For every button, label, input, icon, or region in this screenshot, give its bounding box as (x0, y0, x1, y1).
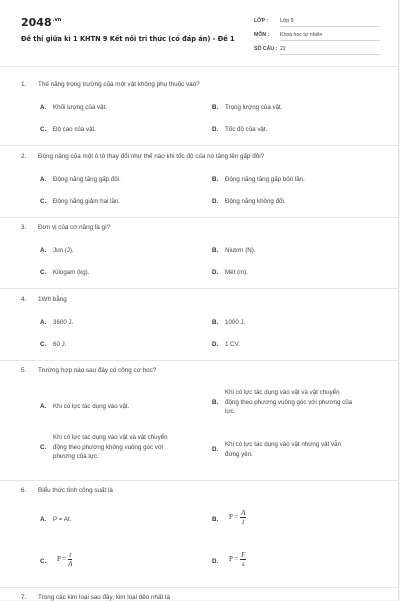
meta-question-count: SỐ CÂU : 22 (254, 46, 380, 55)
question-divider (0, 587, 398, 588)
question-divider (0, 288, 398, 289)
question-7: 7. Trong các kim loại sau đây, kim loại dẻo nhất là (21, 594, 170, 601)
question-4: 4. 1Wh bằng (21, 296, 67, 303)
question-6: 6. Biểu thức tính công suất là (21, 487, 113, 494)
question-3: 3. Đơn vị của cơ năng là gì? (21, 224, 111, 231)
question-1: 1. Thế năng trọng trường của một vật không phụ thuộc vào? (21, 81, 200, 88)
logo-suffix: .vn (52, 17, 62, 24)
question-divider (0, 145, 398, 146)
logo-text: 2048 (21, 16, 52, 29)
question-divider (0, 217, 398, 218)
formula-6d: P = $\frac{F}{s}$ (229, 551, 246, 568)
question-2: 2. Động năng của một ô tô thay đổi như thế nào khi tốc độ của nó tăng lên gấp đôi? (21, 153, 265, 160)
meta-subject: MÔN : Khoa học tự nhiên (254, 32, 380, 41)
question-divider (0, 360, 398, 361)
question-divider (0, 480, 398, 481)
formula-6b: P = $\frac{A}{t}$ (229, 509, 246, 526)
meta-class: LỚP : Lớp 9 (254, 18, 380, 27)
formula-6c: P = $\frac{t}{A}$ (57, 551, 73, 568)
exam-page: $2048^{.vn}$ Đề thi giữa kì 1 KHTN 9 Kết nối tri thức (có đáp án) - Đề 1 LỚP : Lớp 9 MÔN : Khoa học tự nhiên SỐ CÂU : 22 1. Thế năng trọng trường của một vật không phụ thuộc vào? A. Khối lượng của vật. B. Trọng lượng của vật. C. Độ cao của vật. D. Tốc độ của vật. 2. Động năng của một ô tô thay đổi như thế nào khi tốc độ của nó tăng lên gấp đôi? A. Động năng tăng gấp đôi. B. Động năng tăng gấp bốn lần. C. Động năng giảm hai lần. D. Động năng không đổi. 3. Đơn vị của cơ năng là gì? A. Jun (J). B. Niutơn (N). C. Kilogam (kg). D. Mét (m). 4. 1Wh bằng A. 3600 J. B. 1000 J. C. 60 J. D. 1 CV. 5. Trường hợp nào sau đây có công cơ học? A. Khi có lực tác dụng vào vật. B. Khi có lực tác dụng vào vật và vật chuyển động theo phương vuông góc với phương của lực. C. Khi có lực tác dụng vào vật và vật chuyển động theo phương không vuông góc với phương của lực. D. Khi có lực tác dụng vào vật nhưng vật vẫn đứng yên. 6. Biểu thức tính công suất là A. P = At. B. P = $\frac{A}{t}$ C. P = $\frac{t}{A}$ D. P = $\frac{F}{s}$ 7. Trong các kim loại sau đây, kim loại dẻo nhất là (0, 0, 399, 600)
question-5: 5. Trường hợp nào sau đây có công cơ học? (21, 367, 157, 374)
header-divider (0, 66, 398, 67)
site-logo[interactable] (21, 16, 61, 29)
exam-title: Đề thi giữa kì 1 KHTN 9 Kết nối tri thức (có đáp án) - Đề 1 (21, 35, 235, 43)
